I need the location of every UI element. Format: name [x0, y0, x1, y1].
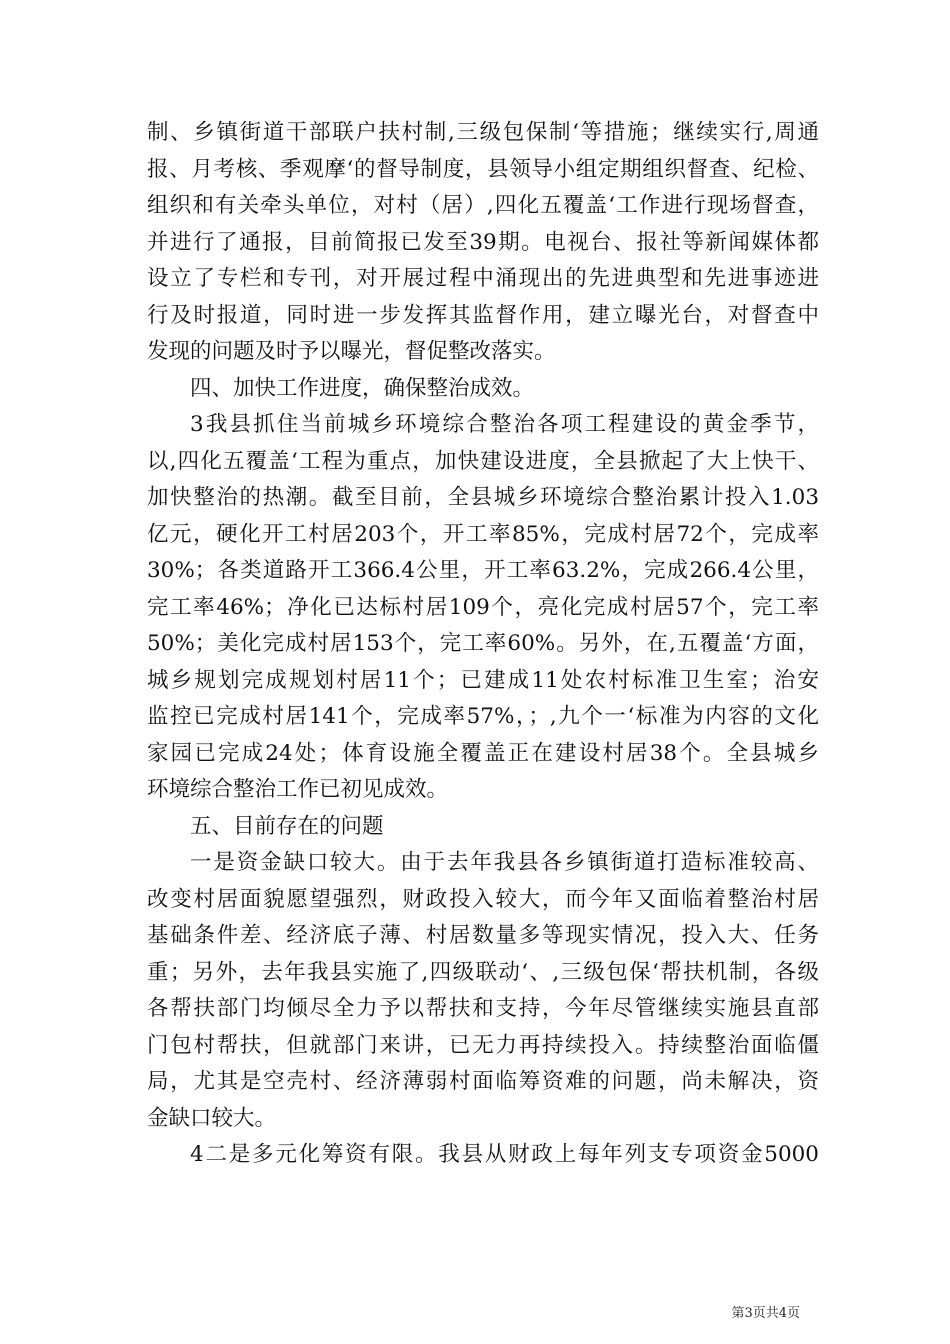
- text-line: 以,四化五覆盖‘工程为重点，加快建设进度，全县掀起了大上快干、: [147, 448, 819, 474]
- text-line: 基础条件差、经济底子薄、村居数量多等现实情况，投入大、任务: [147, 923, 819, 948]
- text-line: 组织和有关牵头单位，对村（居）,四化五覆盖‘工作进行现场督查，: [147, 193, 819, 218]
- text-line: 重；另外，去年我县实施了,四级联动‘、,三级包保‘帮扶机制，各级: [147, 959, 819, 985]
- text-line: 加快整治的热潮。截至目前，全县城乡环境综合整治累计投入1.03: [147, 485, 819, 510]
- text-line: 金缺口较大。: [147, 1105, 277, 1131]
- text-line: 局，尤其是空壳村、经济薄弱村面临筹资难的问题，尚未解决，资: [147, 1069, 819, 1094]
- text-line: 家园已完成24处；体育设施全覆盖正在建设村居38个。全县城乡: [147, 740, 819, 766]
- text-line: 50%；美化完成村居153个，完工率60%。另外，在,五覆盖‘方面，: [147, 631, 819, 656]
- text-line: 完工率46%；净化已达标村居109个，亮化完成村居57个，完工率: [147, 594, 819, 620]
- text-line: 发现的问题及时予以曝光，督促整改落实。: [147, 339, 556, 364]
- text-line: 环境综合整治工作已初见成效。: [147, 777, 449, 802]
- text-line: 一是资金缺口较大。由于去年我县各乡镇街道打造标准较高、: [190, 850, 819, 875]
- text-line: 并进行了通报，目前简报已发至39期。电视台、报社等新闻媒体都: [147, 229, 819, 255]
- text-line: 城乡规划完成规划村居11个；已建成11处农村标准卫生室；治安: [147, 667, 819, 693]
- text-line: 行及时报道，同时进一步发挥其监督作用，建立曝光台，对督查中: [147, 302, 819, 328]
- text-line: 制、乡镇街道干部联户扶村制,三级包保制‘等措施；继续实行,周通: [147, 120, 819, 145]
- text-line: 4二是多元化筹资有限。我县从财政上每年列支专项资金5000: [190, 1142, 819, 1167]
- section-heading: 五、目前存在的问题: [190, 813, 384, 839]
- text-line: 3我县抓住当前城乡环境综合整治各项工程建设的黄金季节，: [190, 412, 819, 437]
- text-line: 报、月考核、季观摩‘的督导制度，县领导小组定期组织督查、纪检、: [147, 156, 819, 182]
- text-line: 各帮扶部门均倾尽全力予以帮扶和支持，今年尽管继续实施县直部: [147, 996, 819, 1021]
- text-line: 改变村居面貌愿望强烈，财政投入较大，而今年又面临着整治村居: [147, 886, 819, 912]
- document-body: [147, 115, 819, 1174]
- text-line: 30%；各类道路开工366.4公里，开工率63.2%，完成266.4公里，: [147, 558, 819, 583]
- text-line: 门包村帮扶，但就部门来讲，已无力再持续投入。持续整治面临僵: [147, 1032, 819, 1058]
- text-line: 监控已完成村居141个，完成率57%，；,九个一‘标准为内容的文化: [147, 704, 819, 729]
- text-line: 亿元，硬化开工村居203个，开工率85%，完成村居72个，完成率: [147, 521, 819, 547]
- text-line: 设立了专栏和专刊，对开展过程中涌现出的先进典型和先进事迹进: [147, 266, 819, 291]
- section-heading: 四、加快工作进度，确保整治成效。: [190, 375, 535, 401]
- page-number: 第3页共4页: [731, 1306, 800, 1321]
